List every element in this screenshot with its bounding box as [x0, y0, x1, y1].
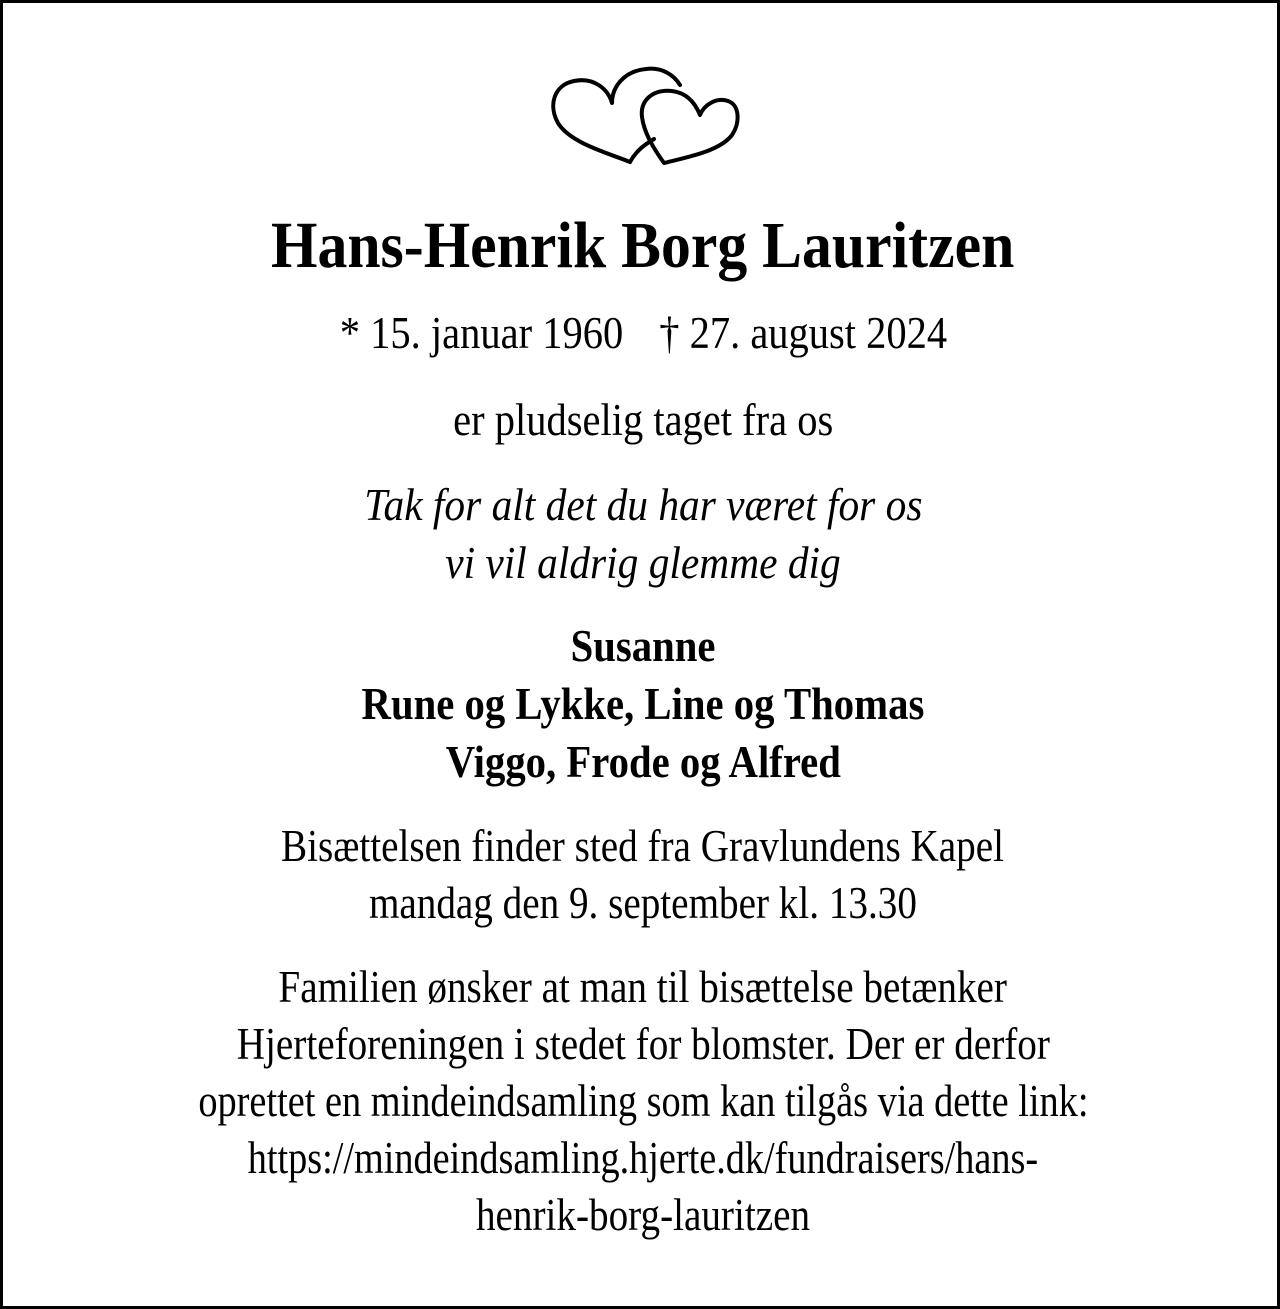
- donation-note-line-3: oprettet en mindeindsamling som kan tilgås via dette link:: [197, 1076, 1089, 1126]
- two-hearts-icon: [548, 65, 740, 171]
- deceased-name: Hans-Henrik Borg Lauritzen: [271, 209, 1015, 282]
- life-dates: [3, 305, 1280, 361]
- death-date: 27. august 2024: [689, 308, 947, 358]
- donation-link-line-2: henrik-borg-lauritzen: [475, 1190, 811, 1240]
- family-line-2: Rune og Lykke, Line og Thomas: [361, 679, 925, 729]
- family-line-1: Susanne: [570, 621, 716, 671]
- donation-note-line-1: Familien ønsker at man til bisættelse betænker: [278, 962, 1008, 1012]
- death-symbol: †: [658, 308, 679, 358]
- birth-date: 15. januar 1960: [369, 308, 623, 358]
- announcement: er pludselig taget fra os: [452, 395, 834, 445]
- verse-line-2: vi vil aldrig glemme dig: [445, 538, 841, 588]
- funeral-line-2: mandag den 9. september kl. 13.30: [369, 878, 917, 928]
- family-line-3: Viggo, Frode og Alfred: [445, 737, 841, 787]
- funeral-line-1: Bisættelsen finder sted fra Gravlundens Kapel: [281, 821, 1005, 871]
- donation-note-line-2: Hjerteforeningen i stedet for blomster. Der er derfor: [236, 1019, 1050, 1069]
- verse-line-1: Tak for alt det du har været for os: [363, 480, 923, 530]
- birth-symbol: *: [339, 308, 360, 358]
- donation-link-line-1: https://mindeindsamling.hjerte.dk/fundraisers/hans-: [247, 1133, 1039, 1183]
